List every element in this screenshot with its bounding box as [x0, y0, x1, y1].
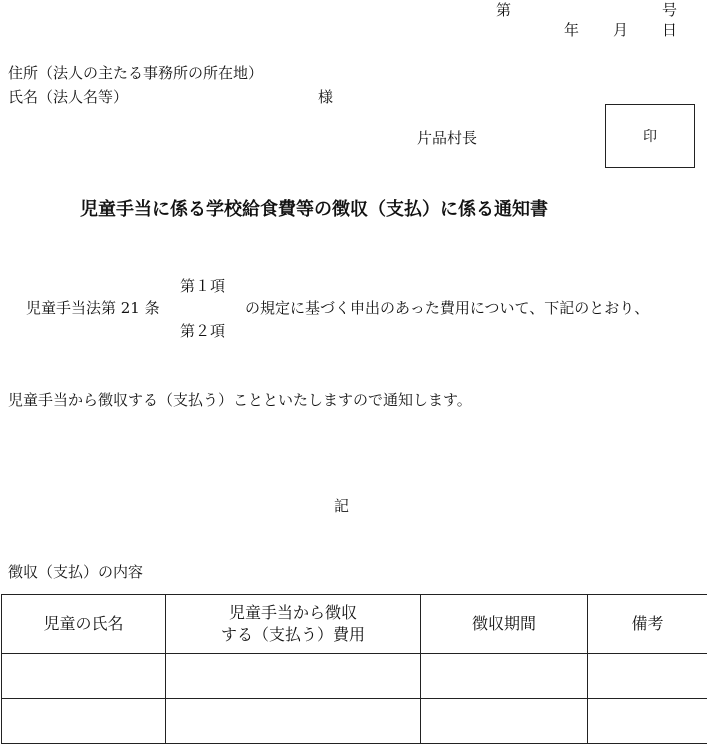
document-title: 児童手当に係る学校給食費等の徴収（支払）に係る通知書 [80, 201, 548, 219]
table-cell-child-name [2, 699, 166, 744]
collection-table [1, 594, 707, 744]
date-year: 年 [564, 23, 579, 38]
recipient-name-label: 氏名（法人名等） [8, 90, 128, 105]
body-law-reference: 児童手当法第 21 条 [26, 301, 160, 316]
table-cell-collection-period [421, 654, 588, 699]
doc-number-go: 号 [662, 3, 677, 18]
header-collected-cost [166, 595, 421, 654]
seal-label: 印 [643, 126, 657, 146]
table-header-row [2, 595, 707, 654]
section-label: 徴収（支払）の内容 [8, 565, 143, 580]
table-cell-remarks [588, 699, 707, 744]
recipient-sama: 様 [318, 90, 333, 105]
header-collected-cost-line1: 児童手当から徴収 [166, 602, 420, 624]
body-clause-1: 第１項 [180, 279, 225, 294]
ki-label: 記 [334, 499, 349, 514]
header-child-name: 児童の氏名 [2, 595, 166, 654]
table-cell-collection-period [421, 699, 588, 744]
body-line1-rest: の規定に基づく申出のあった費用について、下記のとおり、 [245, 301, 649, 316]
body-line2: 児童手当から徴収する（支払う）ことといたしますので通知します。 [8, 393, 472, 408]
header-collected-cost-line2: する（支払う）費用 [166, 624, 420, 646]
date-month: 月 [613, 23, 628, 38]
table-row [2, 654, 707, 699]
table-cell-collected-cost [166, 699, 421, 744]
table-cell-child-name [2, 654, 166, 699]
header-collection-period: 徴収期間 [421, 595, 588, 654]
doc-number-dai: 第 [496, 3, 511, 18]
table-cell-remarks [588, 654, 707, 699]
body-clause-2: 第２項 [180, 324, 225, 339]
recipient-address-label: 住所（法人の主たる事務所の所在地） [8, 66, 263, 81]
date-day: 日 [662, 23, 677, 38]
table-cell-collected-cost [166, 654, 421, 699]
seal-box [605, 104, 695, 168]
header-remarks: 備考 [588, 595, 707, 654]
sender-name: 片品村長 [417, 131, 477, 146]
table-row [2, 699, 707, 744]
